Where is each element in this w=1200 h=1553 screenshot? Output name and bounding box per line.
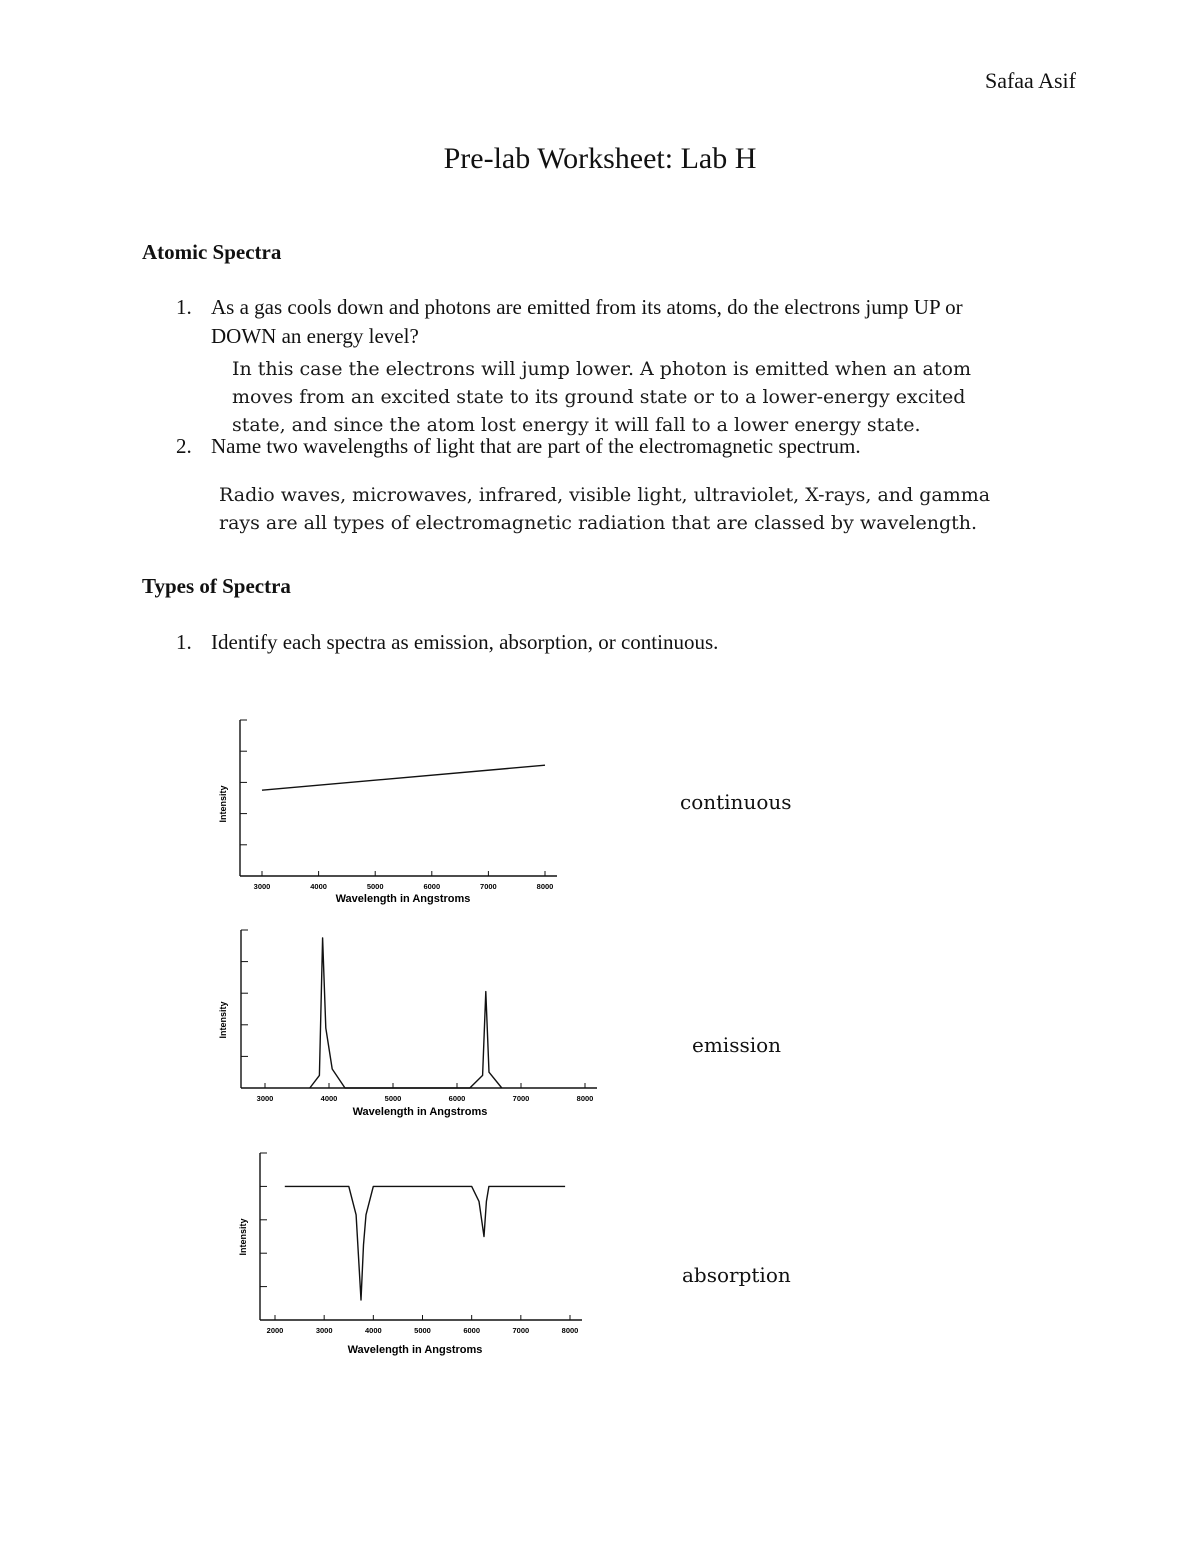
x-tick-label: 3000 [315, 1326, 333, 1335]
spectrum-line [310, 938, 502, 1088]
x-tick-label: 7000 [480, 882, 497, 891]
x-tick-label: 2000 [266, 1326, 284, 1335]
y-axis-label: Intensity [218, 1001, 228, 1039]
spectrum-answer-emission: emission [692, 1033, 782, 1057]
question-number: 1. [176, 295, 192, 319]
x-axis-label: Wavelength in Angstroms [352, 1106, 488, 1118]
spectrum-chart-continuous [210, 708, 590, 913]
section-heading-types-of-spectra: Types of Spectra [142, 574, 291, 598]
question-text: Name two wavelengths of light that are part of the electromagnetic spectrum. [211, 434, 861, 458]
spectrum-answer-continuous: continuous [680, 790, 792, 814]
answer-line: Radio waves, microwaves, infrared, visible light, ultraviolet, X-rays, and gamma [219, 484, 991, 506]
y-axis-label: Intensity [218, 785, 228, 823]
x-tick-label: 8000 [536, 882, 554, 891]
x-tick-label: 5000 [366, 882, 384, 891]
x-tick-label: 8000 [576, 1094, 594, 1103]
spectrum-line [285, 1186, 565, 1300]
section-heading-atomic-spectra: Atomic Spectra [142, 240, 282, 264]
spectrum-answer-absorption: absorption [682, 1263, 791, 1287]
spectrum-chart-absorption [230, 1145, 600, 1360]
spectrum-chart-emission [210, 922, 610, 1122]
x-axis-label: Wavelength in Angstroms [335, 893, 471, 905]
x-tick-label: 3000 [256, 1094, 274, 1103]
answer-line: moves from an excited state to its ground state or to a lower-energy excited [232, 386, 966, 408]
question-number: 1. [176, 630, 192, 654]
x-axis-label: Wavelength in Angstroms [347, 1344, 483, 1356]
answer-line: state, and since the atom lost energy it will fall to a lower energy state. [232, 414, 921, 436]
author-name: Safaa Asif [984, 68, 1076, 93]
y-axis-label: Intensity [238, 1218, 248, 1256]
x-tick-label: 4000 [364, 1326, 382, 1335]
x-tick-label: 6000 [423, 882, 441, 891]
spectrum-line [262, 765, 545, 790]
x-tick-label: 8000 [561, 1326, 579, 1335]
x-tick-label: 3000 [253, 882, 271, 891]
x-tick-label: 4000 [320, 1094, 338, 1103]
question-number: 2. [176, 434, 192, 458]
x-tick-label: 5000 [414, 1326, 431, 1335]
x-tick-label: 4000 [310, 882, 327, 891]
x-tick-label: 7000 [512, 1326, 530, 1335]
answer-line: In this case the electrons will jump lower. A photon is emitted when an atom [232, 358, 971, 380]
question-text: Identify each spectra as emission, absorption, or continuous. [211, 630, 719, 654]
x-tick-label: 7000 [512, 1094, 530, 1103]
answer-line: rays are all types of electromagnetic radiation that are classed by wavelength. [219, 512, 978, 534]
question-text-continued: DOWN an energy level? [211, 324, 419, 348]
x-tick-label: 6000 [448, 1094, 466, 1103]
page-title: Pre-lab Worksheet: Lab H [443, 142, 757, 175]
x-tick-label: 6000 [463, 1326, 481, 1335]
x-tick-label: 5000 [384, 1094, 402, 1103]
question-text: As a gas cools down and photons are emitted from its atoms, do the electrons jump UP or [211, 295, 963, 319]
